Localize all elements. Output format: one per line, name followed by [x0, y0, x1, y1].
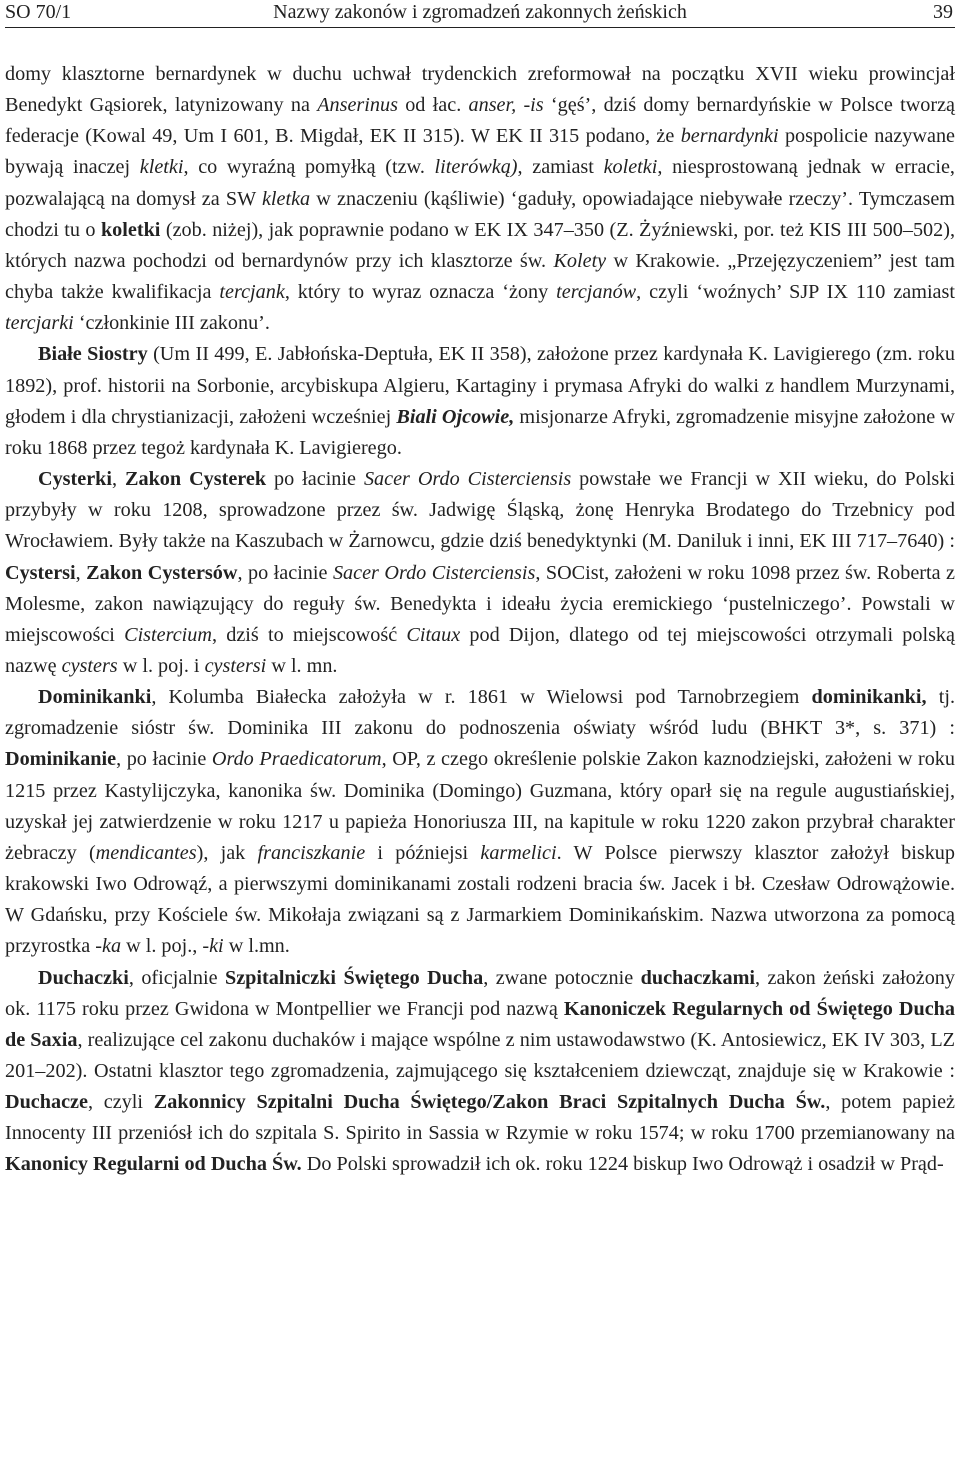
entry-term: Kanoniczek Regularnych od Świętego Ducha de Saxia	[5, 997, 955, 1051]
text-run: mendicantes	[95, 841, 197, 864]
text-run: Anserinus	[317, 94, 398, 117]
entry-term: dominikanki,	[811, 686, 927, 709]
text-run: tj. zgromadzenie sióstr św. Dominika III zakonu do podnoszenia oświaty wśród ludu (BHKT 3*, s. 371) :	[5, 686, 956, 740]
text-run: . W Polsce pierwszy klasztor założył biskup krakowski Iwo Odrowąź, a pierwszymi dominikanami zostali rodzeni bracia św. Jacek i bł. Czesław Odrowążowie. W Gdańsku, przy Kościele św. Mikołaja związani są z Jarmarkiem Dominikańskim. Nazwa utworzona za pomocą przyrostka	[5, 841, 955, 958]
header-running-title: Nazwy zakonów i zgromadzeń zakonnych żeńskich	[273, 1, 687, 23]
entry-term: Cystersi	[5, 561, 76, 584]
text-run: pod Dijon, dlatego od tej miejscowości otrzymali polską nazwę	[5, 623, 955, 677]
text-run: , realizujące cel zakonu duchaków i mające wspólne z nim ustawodawstwo (K. Antosiewicz, EK IV 303, LZ 201–202). Ostatni klasztor tego zgromadzenia, zajmującego się kształceniem dziewcząt, znajduje się w Krakowie :	[5, 1028, 955, 1082]
text-run: bernardynki	[680, 125, 779, 148]
text-run: Sacer Ordo Cisterciensis	[363, 468, 572, 491]
text-run: , zakon żeński założony ok. 1175 roku przez Gwidona w Montpellier we Francji pod nazwą	[5, 966, 955, 1020]
text-run: Do Polski sprowadził ich ok. roku 1224 biskup Iwo Odrowąż i osadził w Prąd-	[301, 1153, 944, 1176]
text-run: franciszkanie	[257, 841, 366, 864]
entry-term: Duchacze	[5, 1091, 88, 1114]
text-run: literówką)	[434, 156, 518, 179]
text-run: , potem papież Innocenty III przeniósł ich do szpitala S. Spirito in Sassia w Rzymie w roku 1574; w roku 1700 przemianowany na	[5, 1091, 956, 1145]
entry-term: Zakon Cysterek	[125, 468, 267, 491]
entry-term: Zakonnicy Szpitalni Ducha Świętego/Zakon Braci Szpitalnych Ducha Św.	[153, 1091, 826, 1114]
paragraph	[5, 464, 955, 682]
entry-term: Szpitalniczki Świętego Ducha	[224, 966, 484, 989]
entry-term: Biali Ojcowie,	[396, 405, 515, 428]
text-run: , po łacinie	[116, 748, 212, 771]
entry-term: Duchaczki	[38, 966, 129, 989]
header-section-code: SO 70/1	[5, 1, 72, 23]
text-run: Kolety	[553, 249, 607, 272]
text-run: w l.mn.	[223, 935, 290, 958]
entry-term: Cysterki	[38, 468, 113, 491]
text-run: po łacinie	[266, 468, 364, 491]
text-run: , co wyraźną pomyłką (tzw.	[183, 156, 435, 179]
text-run: , który to wyraz oznacza ‘żony	[284, 281, 557, 304]
text-run: , zamiast	[517, 156, 604, 179]
text-run: , OP, z czego określenie polskie Zakon kaznodziejski, założeni w roku 1215 przez Kastylijczyka, kanonika św. Dominika (Domingo) Guzmana, który oparł się na regule augustiańskiej, uzyskał jej zatwierdzenie w roku 1217 u papieża Honoriusza III, na kapitule w roku 1220 zakon przybrał charakter żebraczy (	[5, 748, 955, 864]
body-text	[5, 59, 955, 1181]
text-run: , czyli	[87, 1091, 154, 1114]
text-run: ), jak	[196, 841, 258, 864]
text-run: Sacer Ordo Cisterciensis	[332, 561, 536, 584]
text-run: tercjarki	[5, 312, 74, 335]
text-run: kletka	[261, 187, 311, 210]
text-run: od łac.	[397, 94, 469, 117]
text-run: , Kolumba Białecka założyła w r. 1861 w Wielowsi pod Tarnobrzegiem	[151, 686, 812, 709]
text-run: Citaux	[406, 623, 461, 646]
text-run: , niesprostowaną jednak w erracie, pozwalającą na domysł za SW	[5, 156, 955, 210]
text-run: , czyli ‘woźnych’ SJP IX 110 zamiast	[636, 281, 955, 304]
text-run: w l. poj.,	[121, 935, 203, 958]
entry-term: Białe Siostry	[38, 343, 148, 366]
text-run: -ka	[95, 935, 122, 958]
text-run: anser, -is	[468, 94, 544, 117]
text-run: Cistercium	[124, 623, 212, 646]
text-run: w Krakowie. „Przejęzyczeniem” jest tam chyba także kwalifikacja	[5, 249, 955, 304]
text-run: karmelici	[480, 841, 557, 864]
text-run: Ordo Praedicatorum	[211, 748, 382, 771]
text-run: koletki	[603, 156, 658, 179]
text-run: w znaczeniu (kąśliwie) ‘gaduły, opowiadające niebywałe rzeczy’. Tymczasem chodzi tu o	[5, 187, 955, 241]
text-run: , po łacinie	[237, 561, 333, 584]
paragraph	[5, 339, 955, 464]
entry-term: duchaczkami	[640, 966, 756, 989]
text-run: , zwane potocznie	[483, 966, 641, 989]
text-run: ,	[75, 561, 87, 584]
text-run: (Um II 499, E. Jabłońska-Deptuła, EK II 358), założone przez kardynała K. Lavigierego (zm. roku 1892), prof. historii na Sorbonie, arcybiskupa Algieru, Kartaginy i prymasa Afryki do walki z handlem Murzynami, głodem i dla chrystianizacji, założeni wcześniej	[5, 343, 955, 428]
paragraph	[5, 963, 955, 1181]
text-run: kletki	[139, 156, 184, 179]
text-run: w l. poj. i	[117, 654, 205, 677]
paragraph	[5, 59, 955, 339]
entry-term: Dominikanki	[38, 686, 152, 709]
text-run: w l. mn.	[266, 654, 338, 677]
text-run: , SOCist, założeni w roku 1098 przez św. Roberta z Molesme, zakon nawiązujący do reguły św. Benedykta i ideału życia eremickiego ‘pustelniczego’. Powstali w miejscowości	[5, 561, 956, 646]
text-run: misjonarze Afryki, zgromadzenie misyjne założone w roku 1868 przez tegoż kardynała K. Lavigierego.	[5, 405, 955, 459]
text-run: i późniejsi	[365, 841, 481, 864]
text-run: domy klasztorne bernardynek w duchu uchwał trydenckich zreformował na początku XVII wieku prowincjał Benedykt Gąsiorek, latynizowany na	[5, 63, 955, 117]
text-run: (zob. niżej), jak poprawnie podano w EK IX 347–350 (Z. Żyźniewski, por. też KIS III 500–502), których nazwa pochodzi od bernardynów przy ich klasztorze św.	[5, 218, 955, 272]
text-run: ‘gęś’, dziś domy bernardyńskie w Polsce tworzą federacje (Kowal 49, Um I 601, B. Migdał, EK II 315). W EK II 315 podano, że	[5, 94, 956, 148]
text-run: , dziś to miejscowość	[211, 623, 407, 646]
text-run: ‘członkinie III zakonu’.	[73, 312, 270, 335]
text-run: ,	[112, 468, 126, 491]
running-header	[5, 0, 955, 28]
page-number: 39	[933, 1, 953, 23]
text-run: powstałe we Francji w XII wieku, do Polski przybyły w roku 1208, sprowadzone przez św. Jadwigę Śląską, żonę Henryka Brodatego do Trzebnicy pod Wrocławiem. Były także na Kaszubach w Żarnowcu, gdzie dziś benedyktynki (M. Daniluk i inni, EK III 717–7640) :	[5, 468, 955, 553]
paragraph	[5, 682, 955, 962]
text-run: -ki	[202, 935, 224, 958]
entry-term: koletki	[100, 218, 161, 241]
text-run: , oficjalnie	[128, 966, 225, 989]
entry-term: Dominikanie	[5, 748, 117, 771]
entry-term: Zakon Cystersów	[86, 561, 238, 584]
text-run: tercjank	[219, 281, 285, 304]
text-run: cystersi	[204, 654, 267, 677]
text-run: cysters	[61, 654, 118, 677]
entry-term: Kanonicy Regularni od Ducha Św.	[5, 1153, 302, 1176]
text-run: tercjanów	[556, 281, 637, 304]
text-run: pospolicie nazywane bywają inaczej	[5, 125, 955, 179]
